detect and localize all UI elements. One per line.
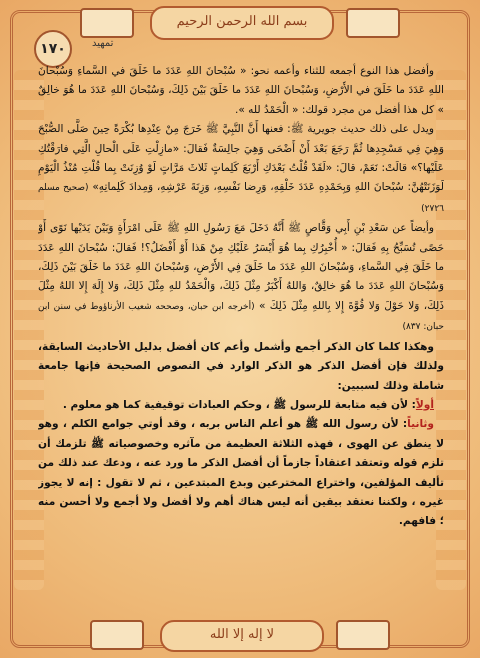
- paragraph: وهكذا كلما كان الذكر أجمع وأشمل وأعم كان أفضل بدليل الأحاديث السابقة، ولذلك فإن أفضل الذكر هو الذكر الوارد في النصوص الصحيحة فإنها جامعة شاملة وذلك لسببين:: [38, 340, 444, 392]
- reason-first: [38, 396, 444, 415]
- page-number: ١٧٠: [34, 30, 72, 68]
- second-text: : لأن رسول الله ﷺ هو أعلم الناس بربه ، وقد أوتي جوامع الكلم ، وهو لا ينطق عن الهوى ، فهذه الثلاثة العظيمة من مآثره وخصوصياته ﷺ تلزمك أن تلزم قوله وتعتقد اعتقاداً جازماً أن أفضل الذكر ما ورد عنه ، ودعك عند ذلك من تأليف المؤلفين، واختراع المخترعين وبدع المبتدعين ، ثم لا تقول : إنه لا يجوز غيره ، ولكننا نعتقد بيقين أنه ليس هناك أهم ولا أفضل ولا أجمع ولا أحسن منه ؛ فافهم.: [38, 418, 444, 528]
- bottom-banner: لا إله إلا الله: [160, 620, 324, 652]
- book-icon: [346, 8, 400, 38]
- second-label: وثانياً: [407, 418, 434, 431]
- hadith-text: ويدل على ذلك حديث جويرية ﷺ: فعنها أَنَّ النَّبِيَّ ﷺ خَرَجَ مِنْ عِنْدِها بُكْرَةً حِينَ صَلَّى الصُّبْحَ وَهِيَ فِي مَسْجِدِها ثُمَّ رَجَعَ بَعْدَ أَنْ أَضْحَى وَهِيَ جالِسَةٌ فَقالَ: «مازِلْتِ عَلَى الْحالِ الَّتِي فارَقْتُكِ عَلَيْها؟» قالَتْ: نَعَمْ، قالَ: «لَقَدْ قُلْتُ بَعْدَكِ أَرْبَعَ كَلِماتٍ ثَلاثَ مَرَّاتٍ لَوْ وُزِنَتْ بِما قُلْتِ مُنْذُ الْيَوْمِ لَوَزَنَتْهُنَّ: سُبْحانَ اللهِ وَبِحَمْدِهِ عَدَدَ خَلْقِهِ، وَرِضا نَفْسِهِ، وَزِنَةَ عَرْشِهِ، وَمِدادَ كَلِماتِهِ»: [38, 123, 444, 194]
- first-text: : لأن فيه متابعة للرسول ﷺ ، وحكم العبادات توقيفية كما هو معلوم .: [62, 398, 416, 411]
- paragraph: وأفضل هذا النوع أجمعه للثناء وأعمه نحو: « سُبْحانَ اللهِ عَدَدَ ما خَلَقَ في السَّماءِ وَسُبْحانَ اللهِ عَدَدَ ما خَلَقَ في الأَرْضِ، وَسُبْحانَ اللهِ عَدَدَ ما خَلَقَ بَيْنَ ذَلِكَ، وَسُبْحانَ اللهِ عَدَدَ ما هُوَ خالِقٌ » كل هذا أفضل من مجرد قولك: « الْحَمْدُ لله ».: [38, 65, 444, 116]
- section-tag: تمهيد: [92, 38, 114, 49]
- book-icon: [80, 8, 134, 38]
- hadith-source: (أخرجه ابن حبان، وصححه شعيب الأرناؤوط في سنن ابن حبان: ٨٣٧): [38, 301, 444, 333]
- hadith-source: (صحيح مسلم ٢٧٢٦): [38, 183, 444, 214]
- reason-second: [38, 415, 444, 531]
- paragraph: [38, 120, 444, 219]
- book-icon: [336, 620, 390, 650]
- top-banner: بسم الله الرحمن الرحيم: [150, 6, 334, 40]
- first-label: أولاً: [415, 398, 434, 411]
- paragraph: [38, 219, 444, 337]
- book-icon: [90, 620, 144, 650]
- main-text: [38, 62, 444, 614]
- hadith-text: وأيضاً عن سَعْدِ بْنِ أَبِي وَقَّاصٍ ﷺ أَنَّهُ دَخَلَ مَعَ رَسُولِ اللهِ ﷺ عَلَى امْرَأَةٍ وَبَيْنَ يَدَيْها نَوًى أَوْ حَصًى تُسَبِّحُ بِهِ فَقالَ: « أُخْبِرُكِ بِما هُوَ أَيْسَرُ عَلَيْكِ مِنْ هَذا أَوْ أَفْضَلُ؟! فَقالَ: سُبْحانَ اللهِ عَدَدَ ما خَلَقَ فِي السَّماءِ، وَسُبْحانَ اللهِ عَدَدَ ما خَلَقَ فِي الأَرْضِ، وَسُبْحانَ اللهِ عَدَدَ ما خَلَقَ بَيْنَ ذَلِكَ، وَسُبْحانَ اللهِ عَدَدَ ما هُوَ خالِقٌ، وَاللهُ أَكْبَرُ مِثْلَ ذَلِكَ، وَالْحَمْدُ للهِ مِثْلَ ذَلِكَ، وَلا إِلَهَ إِلا اللهُ مِثْلَ ذَلِكَ، وَلا حَوْلَ وَلا قُوَّةَ إِلا بِاللهِ مِثْلَ ذَلِكَ »: [38, 222, 444, 312]
